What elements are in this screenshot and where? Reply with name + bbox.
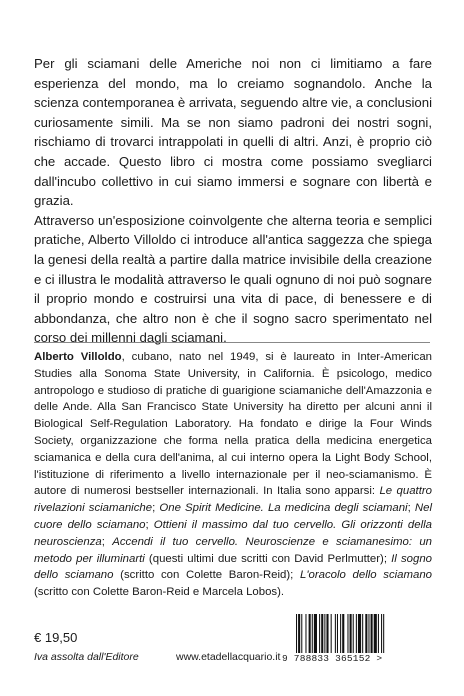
bio-text: , cubano, nato nel 1949, si è laureato in Inter-American Studies alla Sonoma State University, in California. È psicologo, medico antropologo e studioso di pratiche di guarigione sciamaniche dell'Amazzonia e delle Ande. Alla San Francisco State University ha diretto per alcuni anni il Biological Self-Regulation Laboratory. Ha fondato e dirige la Four Winds Society, organizzazione che forma nella pratica della medicina energetica sciamanica e della cura dell'anima, al cui interno opera la Light Body School, l'istituzione di riferimento a livello internazionale per il neo-sciamanismo. È autore di numerosi bestseller internazionali. In Italia sono apparsi:	[34, 351, 432, 498]
barcode-bars	[282, 614, 434, 654]
blurb-paragraph-1: Per gli sciamani delle Americhe noi non ci limitiamo a fare esperienza del mondo, ma lo creiamo sognandolo. Anche la scienza contemporanea è arrivata, seguendo altre vie, a conclusioni curiosamente simili. Ma se non siamo padroni dei nostri sogni, rischiamo di trovarci intrappolati in quelli di altri. Anzi, è proprio ciò che accade. Questo libro ci mostra come possiamo svegliarci dall'incubo collettivo in cui siamo immersi e sognare con libertà e grazia.	[34, 56, 432, 209]
bio-text: (scritto con Colette Baron-Reid);	[113, 569, 300, 582]
divider	[34, 342, 430, 343]
barcode-bar	[335, 614, 336, 654]
barcode-bar	[381, 614, 382, 654]
barcode-bar	[383, 614, 384, 654]
bio-separator: ;	[407, 502, 415, 515]
barcode-bar	[362, 614, 363, 654]
publisher-website[interactable]: www.etadellacquario.it	[176, 651, 281, 663]
barcode-bar	[347, 614, 348, 654]
barcode-bar	[340, 614, 341, 654]
barcode-bar	[296, 614, 297, 654]
barcode-bar	[312, 614, 313, 654]
barcode-bar	[371, 614, 373, 654]
barcode-bar	[365, 614, 367, 654]
bio-separator: ;	[152, 502, 160, 515]
bio-separator: ;	[101, 535, 113, 548]
barcode-bar	[298, 614, 300, 654]
bio-text: (scritto con Colette Baron-Reid e Marcela Lobos).	[34, 586, 285, 599]
barcode-bar	[378, 614, 379, 654]
barcode-bar	[368, 614, 369, 654]
author-name: Alberto Villoldo	[34, 351, 122, 363]
barcode-bar	[350, 614, 352, 654]
barcode-bar	[342, 614, 344, 654]
book-title: L'oracolo dello sciamano	[300, 569, 433, 582]
barcode-bar	[356, 614, 357, 654]
bio-text: (questi ultimi due scritti con David Perlmutter);	[144, 552, 392, 565]
barcode-bar	[301, 614, 302, 654]
barcode-bar	[337, 614, 338, 654]
book-title: Le quattro rivelazioni sciamaniche	[34, 485, 433, 515]
back-cover-blurb	[34, 54, 432, 348]
book-title: Ottieni il massimo dal tuo cervello. Gli orizzonti della neuroscienza	[34, 518, 432, 548]
author-bio	[34, 349, 432, 601]
barcode-bar	[331, 614, 332, 654]
barcode-bar	[321, 614, 323, 654]
book-title: Accendi il tuo cervello. Neuroscienze e sciamanesimo: un metodo per illuminarti	[34, 535, 432, 565]
bio-separator: ;	[145, 518, 154, 531]
barcode-bar	[305, 614, 306, 654]
bio-paragraph	[34, 349, 432, 601]
book-title: Il sogno dello sciamano	[34, 552, 432, 582]
barcode-bar	[324, 614, 325, 654]
book-title: One Spirit Medicine. La medicina degli sciamani	[159, 502, 408, 515]
barcode-bar	[353, 614, 354, 654]
barcode-bar	[319, 614, 320, 654]
barcode-bar	[374, 614, 377, 654]
barcode-bar	[358, 614, 361, 654]
barcode-bar	[309, 614, 311, 654]
isbn-digits: 9 788833 365152 >	[282, 653, 434, 664]
book-title: Nel cuore dello sciamano	[34, 502, 432, 531]
price: € 19,50	[34, 630, 78, 645]
barcode-bar	[326, 614, 328, 654]
vat-note: Iva assolta dall'Editore	[34, 651, 139, 663]
blurb-paragraph-2: Attraverso un'esposizione coinvolgente che alterna teoria e semplici pratiche, Alberto Villoldo ci introduce all'antica saggezza che spiega la genesi della realtà a partire dalla matrice invisibile della creazione e ci illustra le modalità attraverso le quali ognuno di noi può sognare il proprio mondo e costruirsi una vita di pace, di benessere e di abbondanza, che altro non è che il sogno sacro sperimentato nel corso dei millenni dagli sciamani.	[34, 212, 432, 346]
barcode-bar	[314, 614, 317, 654]
